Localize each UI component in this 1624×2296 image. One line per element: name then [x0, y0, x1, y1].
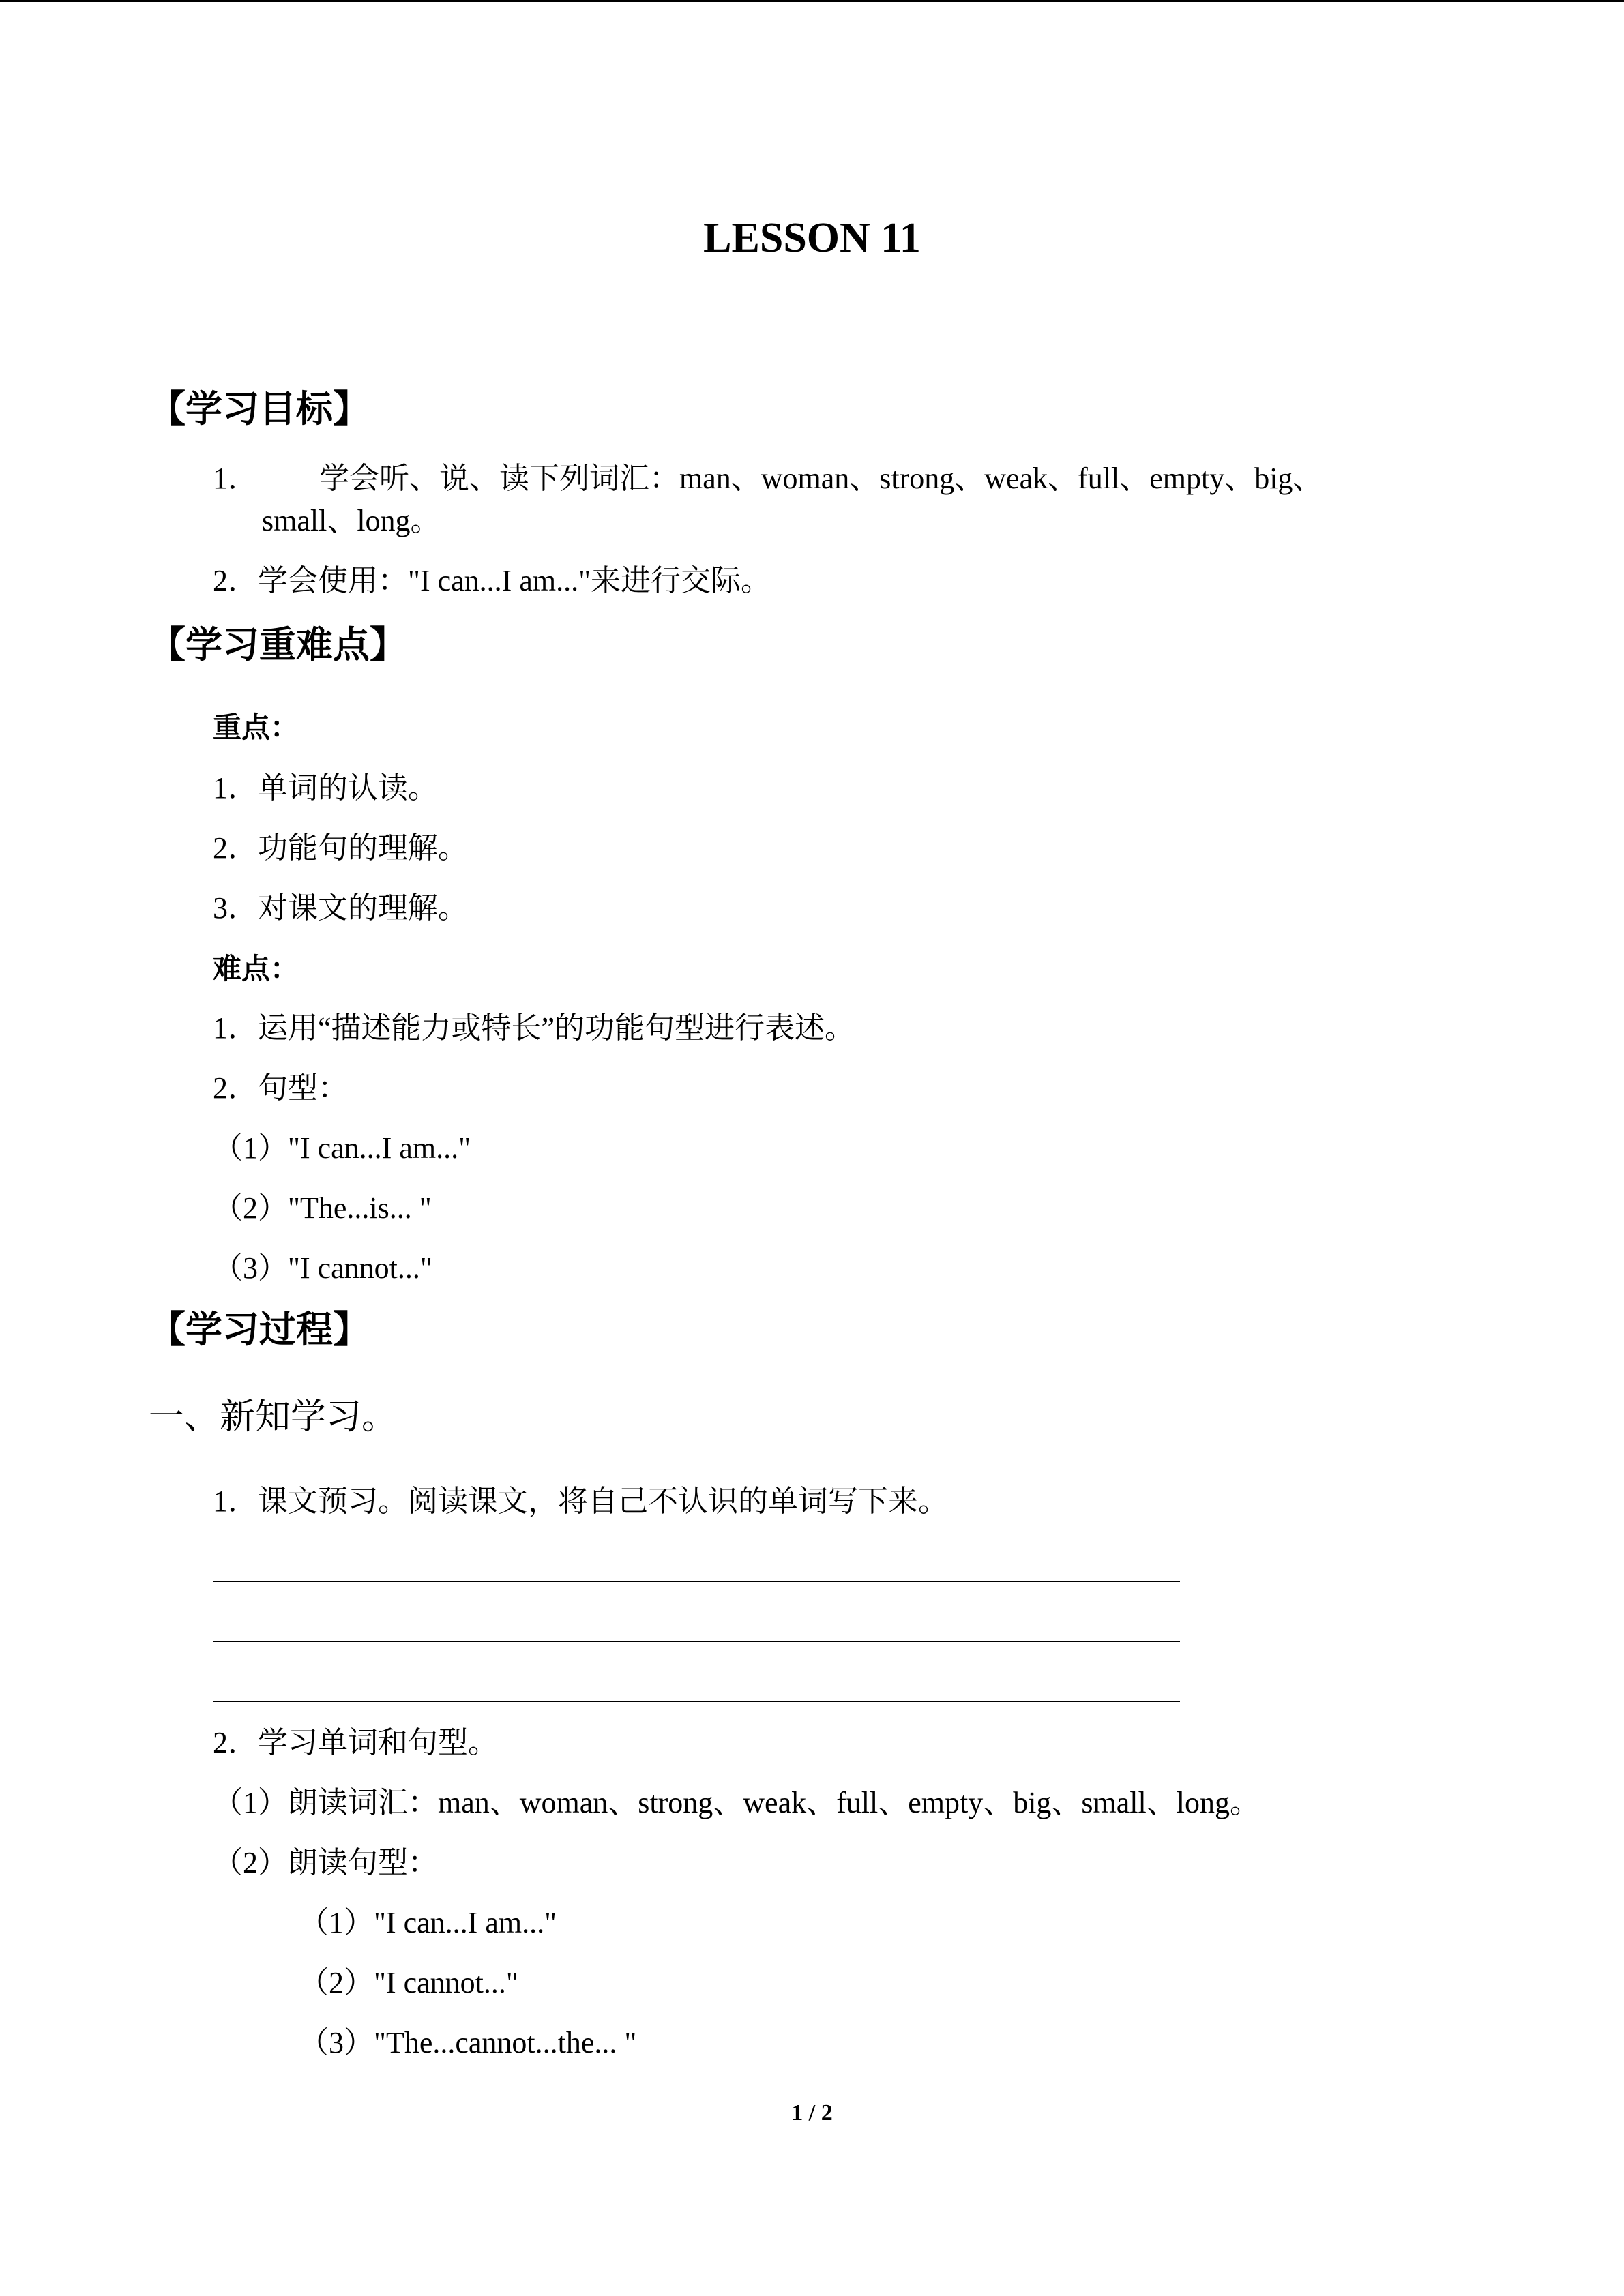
practice-pattern-2: （2）"I cannot..."	[299, 1966, 518, 1999]
step-2-read-words: （1）朗读词汇：man、woman、strong、weak、full、empty、big、small、long。	[213, 1786, 1260, 1819]
step-2-read-patterns: （2）朗读句型：	[213, 1846, 438, 1879]
goal-item-1-number: 1．	[213, 462, 258, 495]
step-1-text: 1．课文预习。阅读课文，将自己不认识的单词写下来。	[213, 1485, 948, 1518]
goals-heading: 【学习目标】	[149, 387, 370, 430]
focus-item-3: 3．对课文的理解。	[213, 891, 468, 925]
goal-item-1-line-2: small、long。	[262, 504, 441, 537]
pattern-item-1: （1）"I can...I am..."	[213, 1131, 471, 1165]
goal-item-1-line-1: 学会听、说、读下列词汇：man、woman、strong、weak、full、empty、big、	[319, 462, 1323, 495]
goal-item-2: 2．学会使用："I can...I am..."来进行交际。	[213, 564, 771, 597]
page-title: LESSON 11	[703, 215, 921, 261]
difficulty-item-2: 2．句型：	[213, 1071, 348, 1105]
answer-blank-line-1[interactable]	[213, 1581, 1180, 1582]
page-number: 1 / 2	[791, 2100, 833, 2126]
pattern-item-2: （2）"The...is... "	[213, 1191, 432, 1225]
pattern-item-3: （3）"I cannot..."	[213, 1251, 432, 1285]
step-2-text: 2．学习单词和句型。	[213, 1726, 498, 1759]
focus-item-1: 1．单词的认读。	[213, 771, 438, 805]
answer-blank-line-2[interactable]	[213, 1641, 1180, 1642]
difficulty-item-1: 1．运用“描述能力或特长”的功能句型进行表述。	[213, 1011, 855, 1045]
difficulty-label: 难点：	[213, 952, 299, 985]
focus-item-2: 2．功能句的理解。	[213, 831, 468, 865]
focus-label: 重点：	[213, 711, 299, 744]
process-heading: 【学习过程】	[149, 1308, 370, 1351]
key-points-heading: 【学习重难点】	[149, 623, 407, 666]
practice-pattern-3: （3）"The...cannot...the... "	[299, 2026, 637, 2059]
top-border-line	[0, 0, 1624, 2]
answer-blank-line-3[interactable]	[213, 1701, 1180, 1702]
section-1-title: 一、新知学习。	[149, 1398, 398, 1437]
practice-pattern-1: （1）"I can...I am..."	[299, 1906, 557, 1939]
